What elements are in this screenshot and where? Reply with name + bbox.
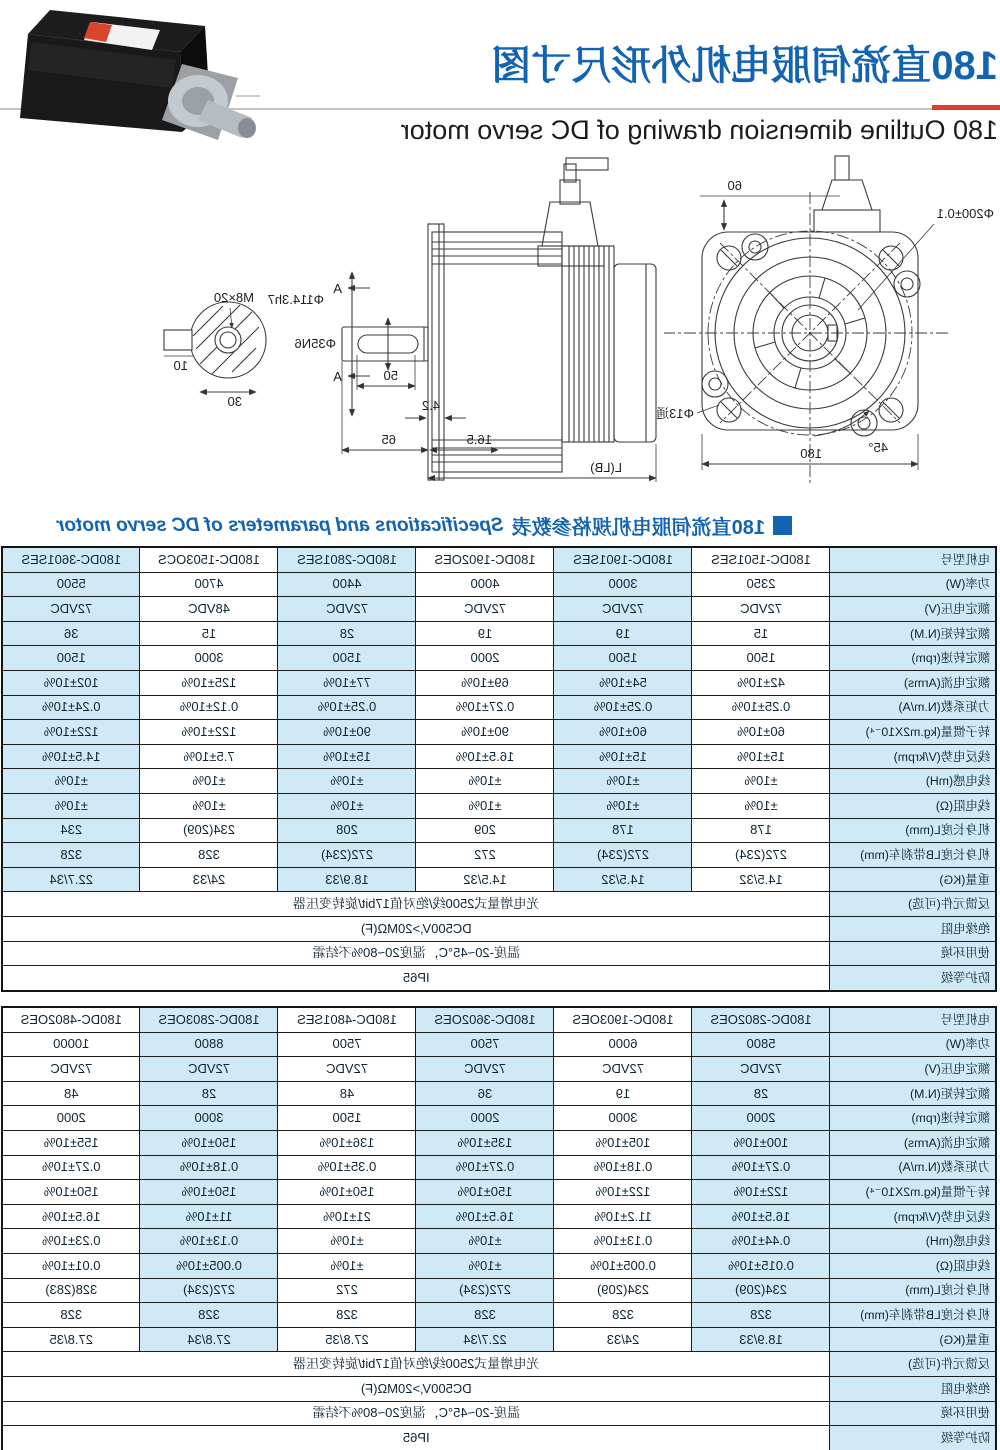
model-cell: 180DC-3601SES — [2, 547, 140, 572]
spec-cell: ±10% — [2, 769, 140, 794]
merged-value-cell: 温度-20~45°C，湿度20~80%不结霜 — [2, 941, 830, 966]
row-label-cell: 力矩系数(N.m/A) — [830, 695, 996, 720]
spec-cell: 328 — [2, 1303, 140, 1328]
spec-cell: 15±10% — [692, 744, 830, 769]
spec-row — [2, 769, 996, 794]
spec-row — [2, 818, 996, 843]
spec-cell: 14.5/32 — [554, 867, 692, 892]
spec-row — [2, 670, 996, 695]
row-label-cell: 绝缘电阻 — [830, 916, 996, 941]
merged-row — [2, 1426, 996, 1450]
spec-cell: 328 — [140, 843, 278, 868]
spec-cell: 48VDC — [140, 597, 278, 622]
spec-cell: 0.35±10% — [278, 1155, 416, 1180]
spec-cell: 24/33 — [554, 1327, 692, 1352]
spec-cell: 328 — [278, 1303, 416, 1328]
spec-cell: ±10% — [692, 793, 830, 818]
spec-cell: 36 — [2, 621, 140, 646]
spec-cell: 272(234) — [692, 843, 830, 868]
spec-cell: ±10% — [416, 793, 554, 818]
spec-cell: 234 — [2, 818, 140, 843]
spec-cell: 0.25±10% — [278, 695, 416, 720]
dimension-drawing — [0, 152, 1000, 502]
merged-row — [2, 1401, 996, 1426]
spec-cell: 14.5/32 — [692, 867, 830, 892]
spec-cell: 3000 — [554, 572, 692, 597]
spec-cell: 102±10% — [2, 670, 140, 695]
spec-cell: 0.27±10% — [416, 1155, 554, 1180]
model-cell: 180DC-2801SES — [278, 547, 416, 572]
spec-cell: 272 — [278, 1278, 416, 1303]
spec-cell: ±10% — [140, 793, 278, 818]
row-label-cell: 线电感(mH) — [830, 1229, 996, 1254]
connector-side — [538, 158, 608, 266]
row-label-cell: 电机型号 — [830, 547, 996, 572]
row-label-cell: 反馈元件(可选) — [830, 1352, 996, 1377]
dim-65-label: 65 — [381, 432, 396, 447]
spec-cell: 328 — [554, 1303, 692, 1328]
spec-cell: ±10% — [416, 1229, 554, 1254]
spec-cell: 7500 — [278, 1032, 416, 1057]
spec-cell: 48 — [2, 1081, 140, 1106]
spec-cell: 16.5±10% — [692, 1204, 830, 1229]
spec-row — [2, 843, 996, 868]
row-label-cell: 电机型号 — [830, 1007, 996, 1032]
spec-cell: 122±10% — [692, 1180, 830, 1205]
spec-cell: 328 — [416, 1303, 554, 1328]
spec-cell: 10000 — [2, 1032, 140, 1057]
spec-cell: 27.8/35 — [278, 1327, 416, 1352]
spec-cell: ±10% — [278, 1229, 416, 1254]
spec-cell: 0.005±10% — [554, 1253, 692, 1278]
spec-cell: 150±10% — [2, 1180, 140, 1205]
section-title-en: Specifications and parameters of DC servo motor — [57, 514, 504, 536]
model-cell: 180DC-4801SES — [278, 1007, 416, 1032]
spec-row — [2, 1278, 996, 1303]
spec-cell: 150±10% — [140, 1130, 278, 1155]
spec-cell: 72VDC — [416, 1057, 554, 1082]
spec-row — [2, 1057, 996, 1082]
spec-cell: 1500 — [554, 646, 692, 671]
encoder-cover — [614, 264, 656, 442]
spec-row — [2, 744, 996, 769]
model-cell: 180DC-2803OES — [140, 1007, 278, 1032]
model-cell: 180DC-1501SES — [692, 547, 830, 572]
merged-value-cell: 光电增量式2500线/绝对值17bit/旋转变压器 — [2, 1352, 830, 1377]
spec-cell: 2000 — [416, 646, 554, 671]
row-label-cell: 额定电流(Arms) — [830, 1130, 996, 1155]
spec-cell: 54±10% — [554, 670, 692, 695]
spec-cell: 0.13±10% — [140, 1229, 278, 1254]
spec-cell: 2000 — [416, 1106, 554, 1131]
model-row — [2, 1007, 996, 1032]
spec-row — [2, 1106, 996, 1131]
spec-cell: 36 — [416, 1081, 554, 1106]
spec-row — [2, 1229, 996, 1254]
spec-row — [2, 1253, 996, 1278]
spec-cell: 0.44±10% — [692, 1229, 830, 1254]
merged-value-cell: 温度-20~45°C，湿度20~80%不结霜 — [2, 1401, 830, 1426]
spec-cell: 22.7/34 — [2, 867, 140, 892]
row-label-cell: 机身长度LB带刹车(mm) — [830, 1303, 996, 1328]
spec-table-2 — [1, 1006, 997, 1450]
spec-row — [2, 1303, 996, 1328]
spec-cell: 155±10% — [2, 1130, 140, 1155]
spec-cell: ±10% — [140, 769, 278, 794]
spec-cell: 4000 — [416, 572, 554, 597]
spec-cell: 90±10% — [416, 720, 554, 745]
spec-cell: 42±10% — [692, 670, 830, 695]
row-label-cell: 重量(KG) — [830, 867, 996, 892]
spec-cell: 0.005±10% — [140, 1253, 278, 1278]
model-cell: 180DC-1903OES — [554, 1007, 692, 1032]
spec-row — [2, 1180, 996, 1205]
row-label-cell: 功率(W) — [830, 1032, 996, 1057]
m8-section-detail — [164, 302, 266, 392]
row-label-cell: 机身长度L(mm) — [830, 818, 996, 843]
spec-cell: 19 — [416, 621, 554, 646]
front-flange-plate — [428, 224, 444, 480]
spec-cell: 0.25±10% — [692, 695, 830, 720]
spec-cell: 0.18±10% — [554, 1155, 692, 1180]
model-row — [2, 547, 996, 572]
spec-cell: 2000 — [2, 1106, 140, 1131]
row-label-cell: 线反电势(V/krpm) — [830, 1204, 996, 1229]
spec-cell: 77±10% — [278, 670, 416, 695]
row-label-cell: 转子惯量(kg.m2X10⁻⁴) — [830, 720, 996, 745]
spec-cell: 7500 — [416, 1032, 554, 1057]
spec-row — [2, 1032, 996, 1057]
spec-cell: 8800 — [140, 1032, 278, 1057]
spec-cell: 1500 — [278, 1106, 416, 1131]
spec-cell: 2000 — [692, 1106, 830, 1131]
dim-phi114-label: Φ114.3h7 — [267, 292, 324, 307]
merged-row — [2, 1352, 996, 1377]
spec-cell: 3000 — [554, 1106, 692, 1131]
spec-cell: ±10% — [554, 793, 692, 818]
spec-row — [2, 793, 996, 818]
spec-cell: 4400 — [278, 572, 416, 597]
model-cell: 180DC-1902OES — [416, 547, 554, 572]
merged-value-cell: 光电增量式2500线/绝对值17bit/旋转变压器 — [2, 892, 830, 917]
spec-row — [2, 1130, 996, 1155]
spec-cell: 27.8/35 — [2, 1327, 140, 1352]
spec-cell: ±10% — [2, 793, 140, 818]
row-label-cell: 线反电势(V/krpm) — [830, 744, 996, 769]
row-label-cell: 力矩系数(N.m/A) — [830, 1155, 996, 1180]
row-label-cell: 额定电压(V) — [830, 597, 996, 622]
spec-row — [2, 1081, 996, 1106]
dim-phi13-label: Φ13通 — [656, 406, 694, 421]
spec-cell: 0.27±10% — [416, 695, 554, 720]
spec-cell: 16.5±10% — [416, 744, 554, 769]
spec-cell: 72VDC — [278, 597, 416, 622]
spec-cell: 69±10% — [416, 670, 554, 695]
spec-cell: 0.18±10% — [140, 1155, 278, 1180]
spec-cell: 3000 — [140, 646, 278, 671]
row-label-cell: 反馈元件(可选) — [830, 892, 996, 917]
dim-60-label: 60 — [727, 178, 742, 193]
spec-row — [2, 572, 996, 597]
spec-table-1 — [1, 546, 997, 992]
spec-cell: 14.5/32 — [416, 867, 554, 892]
spec-cell: 272 — [416, 843, 554, 868]
spec-cell: ±10% — [278, 1253, 416, 1278]
spec-cell: 1500 — [692, 646, 830, 671]
spec-cell: 135±10% — [416, 1130, 554, 1155]
page-subtitle-en: 180 Outline dimension drawing of DC servo motor — [400, 115, 998, 145]
section-title-cn: 180直流伺服电机规格参数表 — [511, 517, 765, 539]
spec-cell: 178 — [554, 818, 692, 843]
ribbed-section — [562, 246, 614, 442]
row-label-cell: 重量(KG) — [830, 1327, 996, 1352]
connector-front — [814, 156, 880, 232]
spec-cell: 7.5±10% — [140, 744, 278, 769]
spec-cell: 6000 — [554, 1032, 692, 1057]
motor-body-outline — [432, 232, 562, 472]
spec-section-header — [57, 511, 792, 540]
spec-row — [2, 695, 996, 720]
m8-label: M8×20 — [213, 290, 254, 305]
model-cell: 180DC-4802OES — [2, 1007, 140, 1032]
dim-42-label: 4.2 — [421, 398, 440, 413]
dim-45deg-label: 45° — [868, 440, 888, 455]
model-cell: 180DC-1503OCS — [140, 547, 278, 572]
spec-cell: 1500 — [278, 646, 416, 671]
spec-cell: 5500 — [2, 572, 140, 597]
row-label-cell: 功率(W) — [830, 572, 996, 597]
spec-cell: 328(283) — [2, 1278, 140, 1303]
spec-cell: 208 — [278, 818, 416, 843]
model-cell: 180DC-3602OES — [416, 1007, 554, 1032]
spec-cell: 72VDC — [554, 1057, 692, 1082]
spec-cell: 27.8/34 — [140, 1327, 278, 1352]
merged-value-cell: DC500V,>20MΩ(F) — [2, 1376, 830, 1401]
spec-cell: 0.015±10% — [692, 1253, 830, 1278]
spec-cell: 24/33 — [140, 867, 278, 892]
spec-cell: 72VDC — [692, 1057, 830, 1082]
spec-cell: 272(234) — [554, 843, 692, 868]
merged-row — [2, 916, 996, 941]
spec-cell: 28 — [140, 1081, 278, 1106]
spec-cell: 150±10% — [416, 1180, 554, 1205]
dim-165-label: 16.5 — [466, 432, 492, 447]
spec-cell: 60±10% — [554, 720, 692, 745]
spec-cell: 72VDC — [416, 597, 554, 622]
spec-row — [2, 1327, 996, 1352]
row-label-cell: 使用环境 — [830, 1401, 996, 1426]
spec-cell: 72VDC — [140, 1057, 278, 1082]
dim-phi35-label: Φ35N6 — [294, 336, 336, 351]
spec-cell: 234(209) — [692, 1278, 830, 1303]
spec-cell: 11.2±10% — [554, 1204, 692, 1229]
spec-row — [2, 1155, 996, 1180]
row-label-cell: 额定电流(Arms) — [830, 670, 996, 695]
spec-cell: ±10% — [416, 1253, 554, 1278]
row-label-cell: 使用环境 — [830, 941, 996, 966]
row-label-cell: 线电感(mH) — [830, 769, 996, 794]
spec-cell: ±10% — [554, 769, 692, 794]
motor-photo — [0, 0, 260, 152]
section-a-label-1: A — [333, 281, 342, 296]
spec-cell: 0.01±10% — [2, 1253, 140, 1278]
merged-row — [2, 966, 996, 991]
spec-cell: 125±10% — [140, 670, 278, 695]
spec-cell: 272(234) — [140, 1278, 278, 1303]
row-label-cell: 防护等级 — [830, 966, 996, 991]
spec-cell: 272(234) — [278, 843, 416, 868]
spec-cell: 19 — [554, 621, 692, 646]
spec-cell: 2350 — [692, 572, 830, 597]
model-cell: 180DC-2802OES — [692, 1007, 830, 1032]
dim-180-label: 180 — [800, 446, 822, 461]
row-label-cell: 转子惯量(kg.m2X10⁻⁴) — [830, 1180, 996, 1205]
spec-cell: 72VDC — [692, 597, 830, 622]
model-cell: 180DC-1901SES — [554, 547, 692, 572]
row-label-cell: 额定转矩(N.M) — [830, 1081, 996, 1106]
spec-row — [2, 621, 996, 646]
spec-cell: ±10% — [416, 769, 554, 794]
spec-row — [2, 867, 996, 892]
spec-cell: 11±10% — [140, 1204, 278, 1229]
merged-value-cell: DC500V,>20MΩ(F) — [2, 916, 830, 941]
spec-cell: ±10% — [278, 769, 416, 794]
row-label-cell: 机身长度LB带刹车(mm) — [830, 843, 996, 868]
merged-value-cell: IP65 — [2, 966, 830, 991]
spec-cell: 72VDC — [554, 597, 692, 622]
spec-cell: 18.9/33 — [692, 1327, 830, 1352]
dim-30-label: 30 — [227, 394, 242, 409]
spec-cell: 5800 — [692, 1032, 830, 1057]
spec-cell: 28 — [278, 621, 416, 646]
spec-cell: 178 — [692, 818, 830, 843]
spec-row — [2, 646, 996, 671]
merged-row — [2, 892, 996, 917]
spec-cell: 19 — [554, 1081, 692, 1106]
spec-cell: 22.7/34 — [416, 1327, 554, 1352]
spec-cell: 28 — [692, 1081, 830, 1106]
spec-cell: 0.23±10% — [2, 1229, 140, 1254]
spec-cell: 14.5±10% — [2, 744, 140, 769]
spec-cell: 122±10% — [554, 1180, 692, 1205]
spec-cell: 209 — [416, 818, 554, 843]
spec-cell: ±10% — [692, 769, 830, 794]
page-title: 180直流伺服电机外形尺寸图 — [491, 44, 998, 88]
row-label-cell: 额定转矩(N.M) — [830, 621, 996, 646]
row-label-cell: 机身长度L(mm) — [830, 1278, 996, 1303]
spec-cell: 122±10% — [140, 720, 278, 745]
spec-cell: 0.27±10% — [692, 1155, 830, 1180]
spec-cell: 16.5±10% — [416, 1204, 554, 1229]
merged-value-cell: IP65 — [2, 1426, 830, 1450]
row-label-cell: 绝缘电阻 — [830, 1376, 996, 1401]
dim-10-label: 10 — [173, 358, 188, 373]
title-underline-accent — [932, 105, 1000, 110]
spec-cell: 15±10% — [554, 744, 692, 769]
spec-cell: 0.27±10% — [2, 1155, 140, 1180]
merged-row — [2, 1376, 996, 1401]
spec-cell: 136±10% — [278, 1130, 416, 1155]
spec-cell: 0.24±10% — [2, 695, 140, 720]
spec-cell: 60±10% — [692, 720, 830, 745]
spec-row — [2, 1204, 996, 1229]
spec-cell: 328 — [140, 1303, 278, 1328]
section-a-label-2: A — [333, 369, 342, 384]
merged-row — [2, 941, 996, 966]
row-label-cell: 额定电压(V) — [830, 1057, 996, 1082]
dim-50-label: 50 — [383, 368, 398, 383]
spec-cell: 150±10% — [140, 1180, 278, 1205]
spec-cell: 328 — [692, 1303, 830, 1328]
dim-phi200-label: Φ200±0.1 — [936, 206, 994, 221]
spec-cell: 328 — [2, 843, 140, 868]
spec-cell: 72VDC — [278, 1057, 416, 1082]
section-bullet-icon — [773, 516, 792, 535]
spec-cell: 72VDC — [2, 1057, 140, 1082]
spec-cell: 150±10% — [278, 1180, 416, 1205]
row-label-cell: 防护等级 — [830, 1426, 996, 1450]
spec-cell: 0.13±10% — [554, 1229, 692, 1254]
spec-cell: 15 — [692, 621, 830, 646]
row-label-cell: 线电阻(Ω) — [830, 793, 996, 818]
spec-cell: 21±10% — [278, 1204, 416, 1229]
spec-cell: 272(234) — [416, 1278, 554, 1303]
row-label-cell: 线电阻(Ω) — [830, 1253, 996, 1278]
spec-cell: 122±10% — [2, 720, 140, 745]
spec-cell: 16.5±10% — [2, 1204, 140, 1229]
spec-cell: 72VDC — [2, 597, 140, 622]
spec-cell: 3000 — [140, 1106, 278, 1131]
spec-row — [2, 597, 996, 622]
spec-cell: 234(209) — [140, 818, 278, 843]
row-label-cell: 额定转速(rpm) — [830, 646, 996, 671]
spec-cell: 234(209) — [554, 1278, 692, 1303]
row-label-cell: 额定转速(rpm) — [830, 1106, 996, 1131]
spec-cell: 15±10% — [278, 744, 416, 769]
spec-cell: 1500 — [2, 646, 140, 671]
spec-cell: 0.25±10% — [554, 695, 692, 720]
spec-cell: 0.12±10% — [140, 695, 278, 720]
spec-cell: ±10% — [278, 793, 416, 818]
spec-cell: 4700 — [140, 572, 278, 597]
spec-cell: 18.9/33 — [278, 867, 416, 892]
spec-row — [2, 720, 996, 745]
spec-cell: 48 — [278, 1081, 416, 1106]
spec-cell: 90±10% — [278, 720, 416, 745]
spec-cell: 15 — [140, 621, 278, 646]
spec-cell: 105±10% — [554, 1130, 692, 1155]
spec-cell: 100±10% — [692, 1130, 830, 1155]
dim-llb-label: L(LB) — [590, 460, 622, 475]
